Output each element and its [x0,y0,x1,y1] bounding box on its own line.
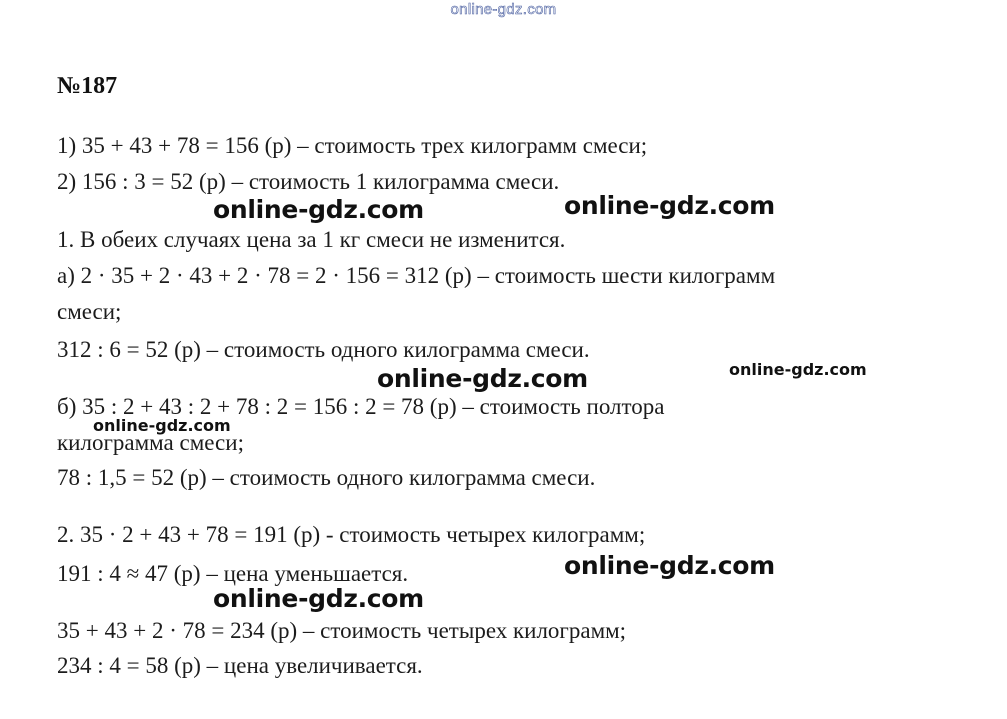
solution-line: а) 2 · 35 + 2 · 43 + 2 · 78 = 2 · 156 = 312 (р) – стоимость шести килограмм [57,263,776,288]
watermark: online-gdz.com [564,191,775,220]
solution-line: 78 : 1,5 = 52 (р) – стоимость одного килограмма смеси. [57,465,596,490]
solution-line: 234 : 4 = 58 (р) – цена увеличивается. [57,653,423,678]
solution-line: 2. 35 · 2 + 43 + 78 = 191 (р) - стоимость четырех килограмм; [57,522,646,547]
solution-line: 191 : 4 ≈ 47 (р) – цена уменьшается. [57,561,409,586]
solution-line: 35 + 43 + 2 · 78 = 234 (р) – стоимость четырех килограмм; [57,618,627,643]
solution-line: 312 : 6 = 52 (р) – стоимость одного килограмма смеси. [57,337,590,362]
watermark: online-gdz.com [377,364,588,393]
solution-line: килограмма смеси; [57,430,244,455]
watermark: online-gdz.com [729,360,867,379]
solution-line: 1. В обеих случаях цена за 1 кг смеси не изменится. [57,227,566,252]
solution-line: смеси; [57,299,122,324]
task-number: №187 [57,73,118,99]
watermark: online-gdz.com [564,551,775,580]
solution-line: 1) 35 + 43 + 78 = 156 (р) – стоимость трех килограмм смеси; [57,133,648,158]
watermark: online-gdz.com [93,416,231,435]
solution-line: б) 35 : 2 + 43 : 2 + 78 : 2 = 156 : 2 = 78 (р) – стоимость полтора [57,394,665,419]
header-watermark: online-gdz.com [450,1,557,18]
watermark: online-gdz.com [213,584,424,613]
watermark: online-gdz.com [213,195,424,224]
solution-line: 2) 156 : 3 = 52 (р) – стоимость 1 килограмма смеси. [57,169,560,194]
